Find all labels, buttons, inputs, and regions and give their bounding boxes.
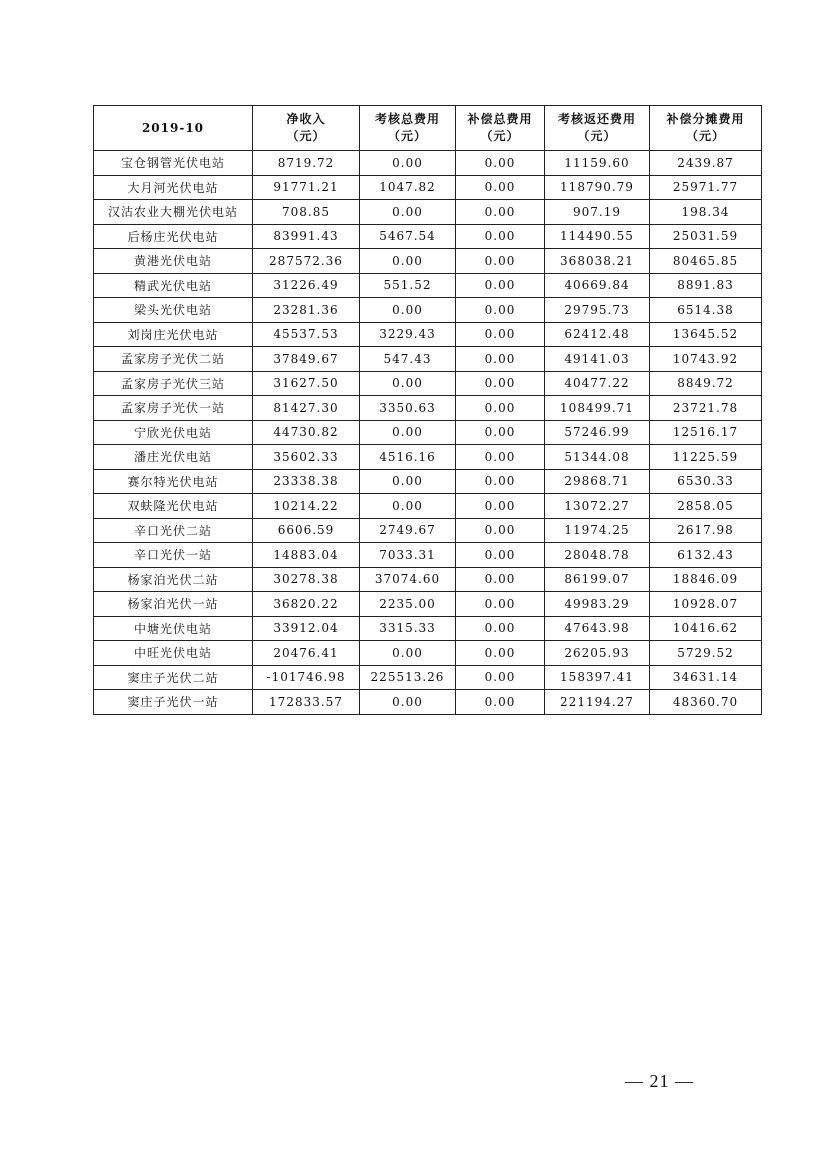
table-row [94, 224, 762, 249]
value-cell: 0.00 [456, 371, 545, 396]
table-row [94, 445, 762, 470]
value-cell: 86199.07 [545, 567, 650, 592]
value-cell: 108499.71 [545, 396, 650, 421]
value-cell: 8719.72 [253, 151, 360, 176]
station-name-cell: 窦庄子光伏二站 [94, 665, 253, 690]
value-cell: 1047.82 [360, 175, 456, 200]
station-name-cell: 孟家房子光伏三站 [94, 371, 253, 396]
station-name-cell: 杨家泊光伏一站 [94, 592, 253, 617]
value-cell: 225513.26 [360, 665, 456, 690]
value-cell: 4516.16 [360, 445, 456, 470]
settlement-table [93, 105, 762, 715]
table-row [94, 298, 762, 323]
value-cell: 29868.71 [545, 469, 650, 494]
value-cell: 11225.59 [650, 445, 762, 470]
value-cell: 10214.22 [253, 494, 360, 519]
value-cell: 0.00 [360, 371, 456, 396]
value-cell: 2858.05 [650, 494, 762, 519]
value-cell: 0.00 [456, 224, 545, 249]
station-name-cell: 赛尔特光伏电站 [94, 469, 253, 494]
value-cell: 0.00 [456, 690, 545, 715]
value-cell: 0.00 [456, 445, 545, 470]
value-cell: 36820.22 [253, 592, 360, 617]
value-cell: 31627.50 [253, 371, 360, 396]
value-cell: 0.00 [360, 298, 456, 323]
value-cell: 13072.27 [545, 494, 650, 519]
value-cell: 551.52 [360, 273, 456, 298]
value-cell: 114490.55 [545, 224, 650, 249]
table-row [94, 200, 762, 225]
column-header [253, 106, 360, 151]
station-name-cell: 杨家泊光伏二站 [94, 567, 253, 592]
column-header [545, 106, 650, 151]
value-cell: 0.00 [456, 249, 545, 274]
value-cell: 62412.48 [545, 322, 650, 347]
value-cell: 23721.78 [650, 396, 762, 421]
value-cell: 7033.31 [360, 543, 456, 568]
value-cell: 6132.43 [650, 543, 762, 568]
value-cell: 25971.77 [650, 175, 762, 200]
value-cell: 172833.57 [253, 690, 360, 715]
value-cell: 0.00 [456, 543, 545, 568]
value-cell: 80465.85 [650, 249, 762, 274]
value-cell: 0.00 [456, 298, 545, 323]
value-cell: 28048.78 [545, 543, 650, 568]
value-cell: 158397.41 [545, 665, 650, 690]
value-cell: 368038.21 [545, 249, 650, 274]
table-body [94, 151, 762, 715]
column-header-label: 补偿分摊费用 [666, 112, 745, 126]
table-row [94, 641, 762, 666]
station-name-cell: 大月河光伏电站 [94, 175, 253, 200]
value-cell: 0.00 [360, 420, 456, 445]
value-cell: 0.00 [456, 494, 545, 519]
table-row [94, 273, 762, 298]
value-cell: 14883.04 [253, 543, 360, 568]
station-name-cell: 孟家房子光伏一站 [94, 396, 253, 421]
value-cell: 0.00 [360, 151, 456, 176]
value-cell: 8891.83 [650, 273, 762, 298]
column-header-unit: （元） [286, 129, 326, 143]
value-cell: 23281.36 [253, 298, 360, 323]
value-cell: 6514.38 [650, 298, 762, 323]
value-cell: 25031.59 [650, 224, 762, 249]
value-cell: 49983.29 [545, 592, 650, 617]
station-name-cell: 梁头光伏电站 [94, 298, 253, 323]
value-cell: 0.00 [456, 592, 545, 617]
value-cell: 0.00 [456, 273, 545, 298]
station-name-cell: 汉沽农业大棚光伏电站 [94, 200, 253, 225]
value-cell: 40477.22 [545, 371, 650, 396]
value-cell: 5729.52 [650, 641, 762, 666]
value-cell: 0.00 [360, 249, 456, 274]
value-cell: 708.85 [253, 200, 360, 225]
value-cell: 81427.30 [253, 396, 360, 421]
value-cell: 31226.49 [253, 273, 360, 298]
table-row [94, 396, 762, 421]
value-cell: 51344.08 [545, 445, 650, 470]
table-row [94, 347, 762, 372]
value-cell: 198.34 [650, 200, 762, 225]
value-cell: 40669.84 [545, 273, 650, 298]
value-cell: 34631.14 [650, 665, 762, 690]
value-cell: 11974.25 [545, 518, 650, 543]
value-cell: 49141.03 [545, 347, 650, 372]
column-header-unit: （元） [480, 129, 520, 143]
value-cell: 0.00 [456, 518, 545, 543]
value-cell: 2749.67 [360, 518, 456, 543]
table-row [94, 665, 762, 690]
value-cell: 0.00 [360, 494, 456, 519]
station-name-cell: 刘岗庄光伏电站 [94, 322, 253, 347]
value-cell: 37849.67 [253, 347, 360, 372]
value-cell: -101746.98 [253, 665, 360, 690]
value-cell: 6530.33 [650, 469, 762, 494]
value-cell: 0.00 [360, 641, 456, 666]
value-cell: 23338.38 [253, 469, 360, 494]
table-row [94, 518, 762, 543]
value-cell: 8849.72 [650, 371, 762, 396]
table-row [94, 151, 762, 176]
station-name-cell: 宝仓钢管光伏电站 [94, 151, 253, 176]
table-row [94, 371, 762, 396]
table-row [94, 420, 762, 445]
table-row [94, 494, 762, 519]
column-header [94, 106, 253, 151]
value-cell: 45537.53 [253, 322, 360, 347]
value-cell: 48360.70 [650, 690, 762, 715]
value-cell: 83991.43 [253, 224, 360, 249]
value-cell: 3350.63 [360, 396, 456, 421]
value-cell: 0.00 [456, 322, 545, 347]
value-cell: 29795.73 [545, 298, 650, 323]
column-header-label: 考核总费用 [374, 112, 440, 126]
station-name-cell: 精武光伏电站 [94, 273, 253, 298]
column-header-unit: （元） [387, 129, 427, 143]
table-row [94, 322, 762, 347]
station-name-cell: 黄港光伏电站 [94, 249, 253, 274]
table-row [94, 175, 762, 200]
column-header-unit: （元） [577, 129, 617, 143]
station-name-cell: 潘庄光伏电站 [94, 445, 253, 470]
table-row [94, 249, 762, 274]
station-name-cell: 后杨庄光伏电站 [94, 224, 253, 249]
value-cell: 10416.62 [650, 616, 762, 641]
value-cell: 12516.17 [650, 420, 762, 445]
value-cell: 11159.60 [545, 151, 650, 176]
value-cell: 44730.82 [253, 420, 360, 445]
value-cell: 221194.27 [545, 690, 650, 715]
column-header-label: 2019-10 [141, 120, 205, 135]
table-row [94, 690, 762, 715]
page-number: — 21 — [625, 1071, 694, 1091]
station-name-cell: 辛口光伏二站 [94, 518, 253, 543]
value-cell: 20476.41 [253, 641, 360, 666]
table-row [94, 543, 762, 568]
column-header-label: 补偿总费用 [467, 112, 533, 126]
value-cell: 3229.43 [360, 322, 456, 347]
column-header-label: 考核返还费用 [557, 112, 636, 126]
value-cell: 33912.04 [253, 616, 360, 641]
station-name-cell: 孟家房子光伏二站 [94, 347, 253, 372]
value-cell: 6606.59 [253, 518, 360, 543]
value-cell: 287572.36 [253, 249, 360, 274]
station-name-cell: 中旺光伏电站 [94, 641, 253, 666]
value-cell: 10928.07 [650, 592, 762, 617]
value-cell: 26205.93 [545, 641, 650, 666]
table-row [94, 592, 762, 617]
value-cell: 0.00 [456, 641, 545, 666]
value-cell: 0.00 [456, 396, 545, 421]
station-name-cell: 双蚨隆光伏电站 [94, 494, 253, 519]
value-cell: 0.00 [456, 567, 545, 592]
column-header [456, 106, 545, 151]
value-cell: 2617.98 [650, 518, 762, 543]
table-row [94, 469, 762, 494]
value-cell: 0.00 [456, 200, 545, 225]
value-cell: 0.00 [456, 469, 545, 494]
value-cell: 5467.54 [360, 224, 456, 249]
station-name-cell: 宁欣光伏电站 [94, 420, 253, 445]
column-header [360, 106, 456, 151]
table-row [94, 567, 762, 592]
value-cell: 91771.21 [253, 175, 360, 200]
value-cell: 3315.33 [360, 616, 456, 641]
value-cell: 118790.79 [545, 175, 650, 200]
value-cell: 0.00 [456, 347, 545, 372]
station-name-cell: 中塘光伏电站 [94, 616, 253, 641]
station-name-cell: 辛口光伏一站 [94, 543, 253, 568]
value-cell: 0.00 [360, 200, 456, 225]
value-cell: 35602.33 [253, 445, 360, 470]
value-cell: 0.00 [456, 175, 545, 200]
value-cell: 13645.52 [650, 322, 762, 347]
table-row [94, 616, 762, 641]
value-cell: 10743.92 [650, 347, 762, 372]
value-cell: 0.00 [456, 665, 545, 690]
value-cell: 37074.60 [360, 567, 456, 592]
value-cell: 0.00 [456, 616, 545, 641]
value-cell: 0.00 [360, 469, 456, 494]
value-cell: 2439.87 [650, 151, 762, 176]
value-cell: 2235.00 [360, 592, 456, 617]
column-header-label: 净收入 [286, 112, 326, 126]
column-header-unit: （元） [685, 129, 725, 143]
value-cell: 0.00 [360, 690, 456, 715]
station-name-cell: 窦庄子光伏一站 [94, 690, 253, 715]
table-header-row [94, 106, 762, 151]
value-cell: 47643.98 [545, 616, 650, 641]
value-cell: 0.00 [456, 151, 545, 176]
value-cell: 0.00 [456, 420, 545, 445]
value-cell: 57246.99 [545, 420, 650, 445]
column-header [650, 106, 762, 151]
value-cell: 18846.09 [650, 567, 762, 592]
value-cell: 30278.38 [253, 567, 360, 592]
value-cell: 547.43 [360, 347, 456, 372]
value-cell: 907.19 [545, 200, 650, 225]
